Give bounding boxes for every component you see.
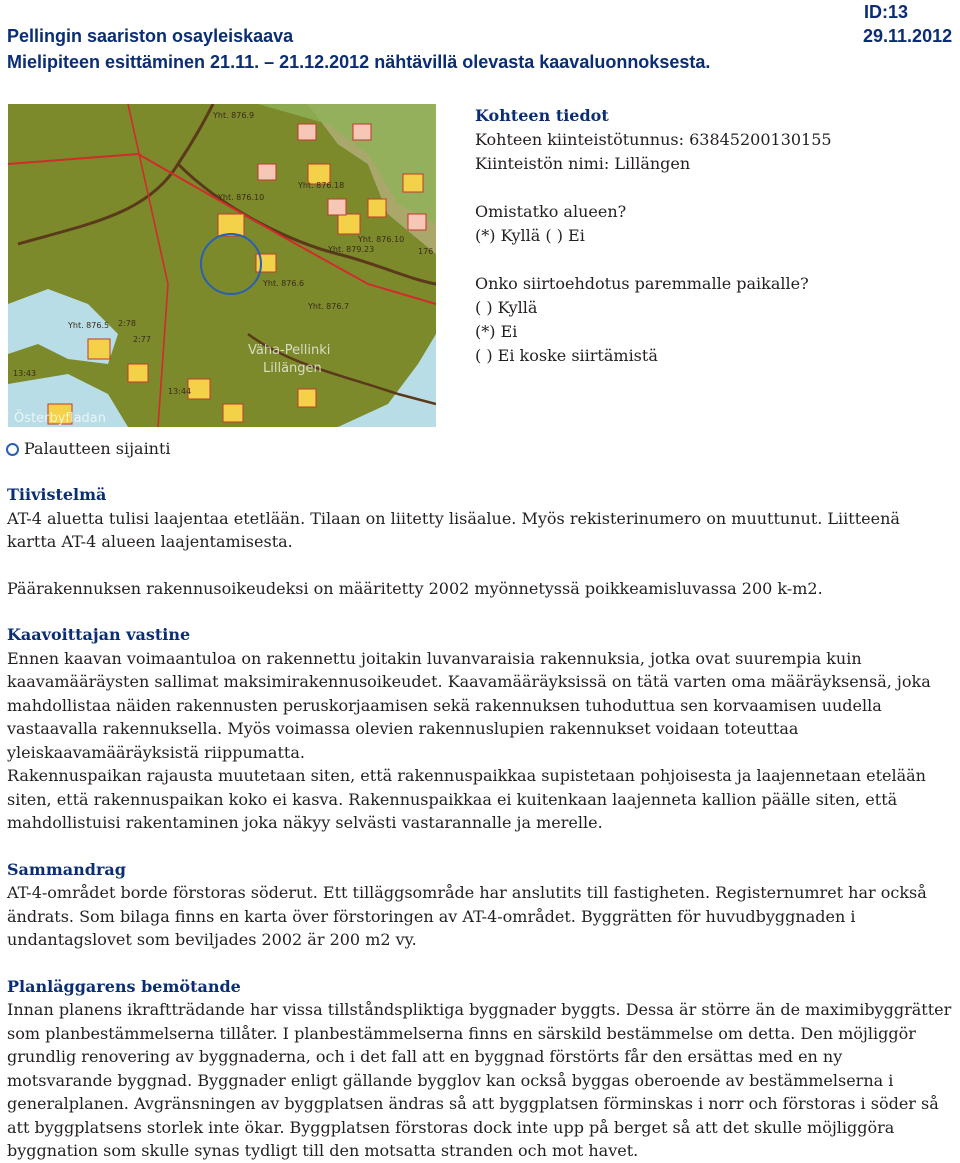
map-legend [6, 437, 171, 461]
map-place-label: Lillängen [263, 361, 322, 376]
map-label: Yht. 876.18 [298, 181, 345, 190]
property-number: Kohteen kiinteistötunnus: 63845200130155 [475, 130, 832, 149]
relocation-question: Onko siirtoehdotus paremmalle paikalle? [475, 274, 809, 293]
document-id: ID:13 [864, 2, 909, 22]
document-title: Pellingin saariston osayleiskaava [7, 26, 294, 46]
info-heading: Kohteen tiedot [475, 106, 609, 125]
bemotande-paragraph: Innan planens ikraftträdande har vissa tillståndspliktiga byggnader byggts. Dessa är större än de maximibyggrätter som planbestämmelserna tillåter. I planbestämmelserna finns en särskild bestämmelse om detta. Den möjliggör grundlig renovering av byggnaderna, och i det fall att en byggnad förstörts får den ersättas med en ny motsvarande byggnad. Byggnader enligt gällande bygglov kan också byggas oberoende av bestämmelserna i generalplanen. Avgränsningen av byggplatsen ändras så att byggplatsen förminskas i norr och förstoras i söder så att byggplatsens storlek inte ökar. Byggplatsen förstoras dock inte upp på berget så att det skulle möjliggöra byggnation som skulle synas tydligt till den motsatta stranden och mot havet. [7, 1000, 952, 1160]
summary-paragraph: Päärakennuksen rakennusoikeudeksi on määritetty 2002 myönnetyssä poikkeamisluvassa 200 k-m2. [7, 578, 823, 598]
map-label: Yht. 876.10 [218, 193, 265, 202]
map-label: 13:44 [168, 387, 192, 396]
sammandrag-heading: Sammandrag [7, 859, 126, 879]
document-body [7, 483, 952, 1163]
sammandrag-paragraph: AT-4-området borde förstoras söderut. Ett tilläggsområde har anslutits till fastigheten. Registernumret har också ändrats. Som bilaga finns en karta över förstoringen av AT-4-området. Byggrätten för huvudbyggnaden i undantagslovet som beviljades 2002 är 200 m2 vy. [7, 883, 927, 949]
location-marker-icon [6, 443, 19, 456]
response-paragraph: Ennen kaavan voimaantuloa on rakennettu joitakin luvanvaraisia rakennuksia, jotka ovat suurempia kuin kaavamääräysten sallimat maksimirakennusoikeudet. Kaavamääräyksissä on tätä varten oma määräyksensä, joka mahdollistaa näiden rakennusten peruskorjaamisen sekä rakennuksen tuhoduttua sen korvaamisen uudella vastaavalla rakennuksella. Myös voimassa olevien rakennuslupien rakennukset voidaan toteuttaa yleiskaavamääräyksistä riippumatta. [7, 648, 931, 762]
legend-label: Palautteen sijainti [24, 439, 171, 458]
response-heading: Kaavoittajan vastine [7, 625, 191, 644]
map-label: Yht. 876.5 [68, 321, 110, 330]
summary-heading: Tiivistelmä [7, 485, 107, 504]
map-label: 2:77 [133, 335, 151, 344]
map-label: Yht. 876.6 [263, 279, 305, 288]
document-subtitle: Mielipiteen esittäminen 21.11. – 21.12.2012 nähtävillä olevasta kaavaluonnoksesta. [7, 52, 711, 72]
owner-answer: (*) Kyllä ( ) Ei [475, 226, 585, 245]
map-label: 176 [418, 247, 434, 256]
response-paragraph: Rakennuspaikan rajausta muutetaan siten, että rakennuspaikkaa supistetaan pohjoisesta ja laajennetaan etelään siten, että rakennuspaikan koko ei kasva. Rakennuspaikkaa ei kuitenkaan laajenneta kallion päälle siten, että mahdollistuisi rakentaminen joka näkyy selvästi vastarannalle ja merelle. [7, 766, 926, 832]
summary-paragraph: AT-4 aluetta tulisi laajentaa etetlään. Tilaan on liitetty lisäalue. Myös rekisterinumero on muuttunut. Liitteenä kartta AT-4 alueen laajentamisesta. [7, 508, 900, 551]
bemotande-heading: Planläggarens bemötande [7, 976, 241, 996]
property-name: Kiinteistön nimi: Lillängen [475, 154, 691, 173]
map-label: 2:78 [118, 319, 136, 328]
relocation-answer-no: (*) Ei [475, 322, 518, 341]
owner-question: Omistatko alueen? [475, 202, 627, 221]
map-label: Yht. 876.7 [308, 302, 350, 311]
map-place-label: Österbyfladan [14, 411, 107, 426]
map-place-label: Väha-Pellinki [248, 343, 331, 358]
property-info [475, 104, 945, 368]
relocation-answer-na: ( ) Ei koske siirtämistä [475, 346, 658, 365]
plan-map [8, 104, 436, 427]
map-label: 13:43 [13, 369, 37, 378]
map-label: Yht. 876.10 [358, 235, 405, 244]
map-label: Yht. 876.9 [213, 111, 255, 120]
relocation-answer-yes: ( ) Kyllä [475, 298, 538, 317]
map-label: Yht. 879.23 [328, 245, 375, 254]
document-date: 29.11.2012 [863, 26, 953, 46]
